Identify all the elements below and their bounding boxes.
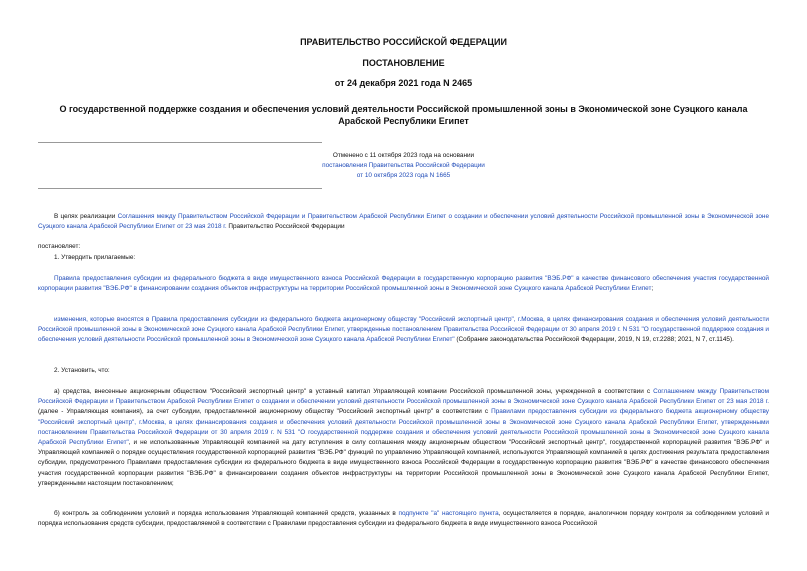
agreement-link-2[interactable]: Соглашением между Правительством Российской Федерации и Правительством Арабской Республики Египет о создании и обеспечении условий деятельности Российской промышленной зоны в Экономической зоне Суэцкого канала Арабской Республики Египет от 23 мая 2018 г. bbox=[38, 388, 769, 406]
government-heading: ПРАВИТЕЛЬСТВО РОССИЙСКОЙ ФЕДЕРАЦИИ bbox=[300, 37, 507, 47]
subparagraph-link[interactable]: подпункте "а" настоящего пункта bbox=[398, 510, 499, 517]
divider-bottom bbox=[38, 188, 322, 189]
item-2b-text-1: б) контроль за соблюдением условий и порядка использования Управляющей компанией средств, указанных в bbox=[54, 510, 399, 517]
item-2a-text-3: , и не использованные Управляющей компанией на дату вступления в силу соглашения между акционерным обществом "Российский экспортный центр", государственной корпорацией развития "ВЭБ.РФ" и Управляющей компанией о порядке осуществления государственной корпорацией развития "ВЭБ.РФ" функций по управлению Управляющей компанией, используются Управляющей компанией в целях достижения результата предоставления субсидии, предусмотренного Правилами предоставления субсидии из федерального бюджета в виде имущественного взноса Российской Федерации в государственную корпорацию развития "ВЭБ.РФ" в качестве финансового обеспечения участия государственной корпорации развития "ВЭБ.РФ" в финансировании создания объектов инфраструктуры на территории Российской промышленной зоны в Экономической зоне Суэцкого канала Арабской Республики Египет, утвержденными настоящим постановлением; bbox=[38, 439, 770, 487]
paragraph-item-2a bbox=[38, 387, 769, 489]
amendments-link[interactable]: изменения, которые вносятся в Правила предоставления субсидии из федерального бюджета акционерному обществу "Российский экспортный центр", г.Москва, в целях финансирования создания и обеспечения условий деятельности Российской промышленной зоны в Экономической зоне Суэцкого канала Арабской Республики Египет, утвержденные постановлением Правительства Российской Федерации от 30 апреля 2019 г. N 531 "О государственной поддержке создания и обеспечения условий деятельности Российской промышленной зоны в Экономической зоне Суэцкого канала Арабской Республики Египет" bbox=[38, 316, 769, 344]
cancellation-link-line2[interactable]: от 10 октября 2023 года N 1665 bbox=[356, 172, 451, 179]
subsidy-rules-link[interactable]: Правилами предоставления субсидии из федерального бюджета акционерному обществу "Российский экспортный центр", г.Москва, в целях финансирования создания и обеспечения условий деятельности Российской промышленной зоны в Экономической зоне Суэцкого канала Арабской Республики Египет, утвержденными постановлением Правительства Российской Федерации от 30 апреля 2019 г. N 531 "О государственной поддержке создания и обеспечения условий деятельности Российской промышленной зоны в Экономической зоне Суэцкого канала Арабской Республики Египет" bbox=[38, 408, 769, 447]
amendments-tail: (Собрание законодательства Российской Федерации, 2019, N 19, ст.2288; 2021, N 7, ст.1145). bbox=[454, 336, 734, 344]
item-2b-text-2: , осуществляется в порядке, аналогичном порядку контроля за соблюдением условий и порядка использования средств субсидии, предоставляемой в соответствии с Правилами предоставления субсидии из федерального бюджета в виде имущественного взноса Российской bbox=[38, 510, 769, 528]
document-type-heading: ПОСТАНОВЛЕНИЕ bbox=[362, 58, 445, 68]
rules-tail: ; bbox=[651, 285, 654, 293]
cancellation-link-line1[interactable]: постановления Правительства Российской Федерации bbox=[322, 162, 485, 169]
paragraph-item-2: 2. Установить, что: bbox=[54, 367, 110, 374]
cancellation-note: Отменено с 11 октября 2023 года на основании bbox=[332, 152, 475, 159]
document-title: О государственной поддержке создания и обеспечения условий деятельности Российской промышленной зоны в Экономической зоне Суэцкого канала Арабской Республики Египет bbox=[59, 104, 748, 126]
rules-link[interactable]: Правила предоставления субсидии из федерального бюджета в виде имущественного взноса Российской Федерации в государственную корпорацию развития "ВЭБ.РФ" в качестве финансового обеспечения участия государственной корпорации развития "ВЭБ.РФ" в финансировании создания объектов инфраструктуры на территории Российской промышленной зоны в Экономической зоне Суэцкого канала Арабской Республики Египет bbox=[38, 275, 769, 293]
paragraph-item-1: 1. Утвердить прилагаемые: bbox=[54, 254, 136, 261]
paragraph-amendments bbox=[38, 315, 769, 346]
paragraph-rules-link bbox=[38, 274, 769, 294]
item-2a-text-2: (далее - Управляющая компания), за счет субсидии, предоставленной акционерному обществу "Российский экспортный центр" в соответствии с bbox=[38, 408, 492, 416]
paragraph-preamble bbox=[38, 212, 769, 232]
preamble-lead: В целях реализации bbox=[54, 213, 118, 220]
paragraph-item-2b bbox=[38, 509, 769, 529]
divider-top bbox=[38, 142, 322, 143]
preamble-tail: Правительство Российской Федерации bbox=[226, 223, 345, 231]
date-number-heading: от 24 декабря 2021 года N 2465 bbox=[334, 78, 473, 88]
item-2a-text-1: а) средства, внесенные акционерным обществом "Российский экспортный центр" в уставный капитал Управляющей компании Российской промышленной зоны, учрежденной в соответствии с bbox=[54, 388, 654, 395]
paragraph-resolves: постановляет: bbox=[38, 243, 81, 250]
agreement-link[interactable]: Соглашения между Правительством Российской Федерации и Правительством Арабской Республики Египет о создании и обеспечении условий деятельности Российской промышленной зоны в Экономической зоне Суэцкого канала Арабской Республики Египет от 23 мая 2018 г. bbox=[38, 213, 770, 231]
